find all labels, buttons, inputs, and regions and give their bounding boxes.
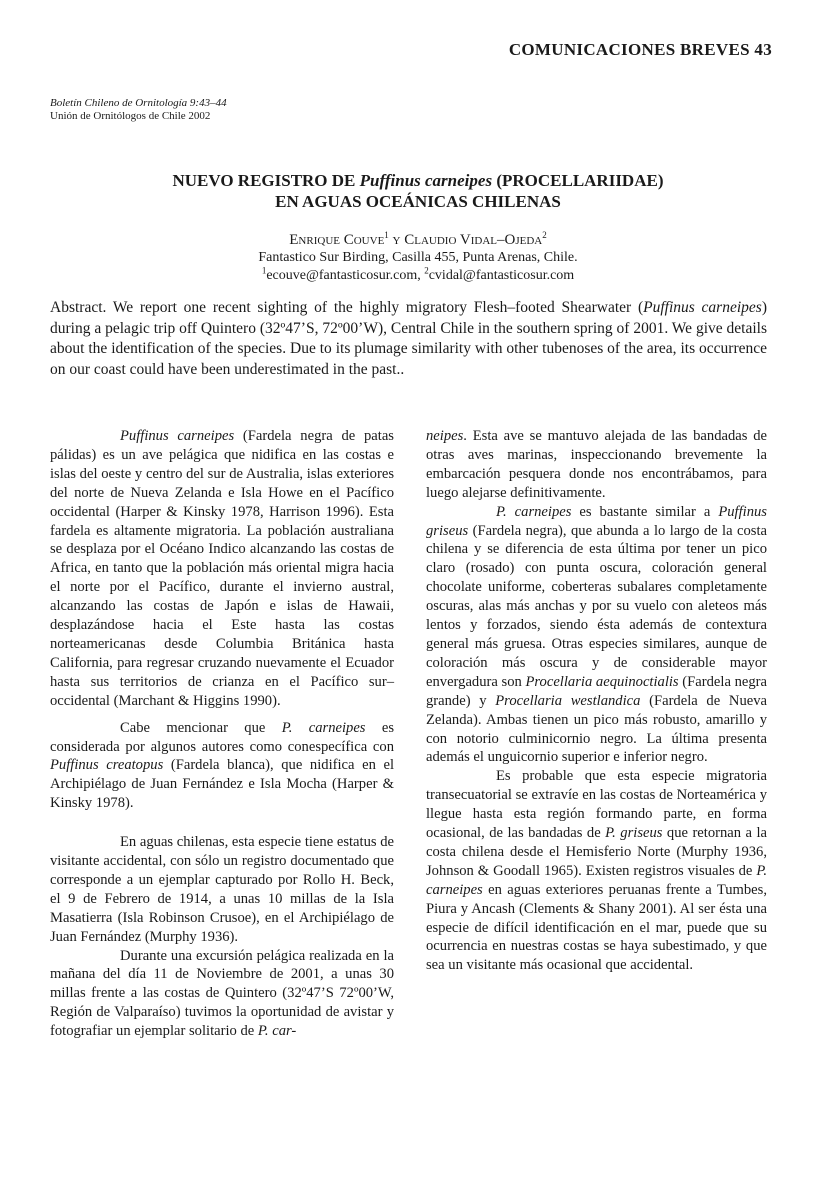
author-2: Claudio Vidal–Ojeda bbox=[404, 232, 543, 248]
species-name: Puffinus griseus bbox=[426, 503, 767, 539]
species-name: Puffinus carneipes bbox=[120, 428, 235, 444]
paragraph-text: Cabe mencionar que bbox=[120, 719, 282, 736]
email-1-mark: 1 bbox=[261, 265, 267, 276]
abstract-text-1: Abstract. We report one recent sighting of the highly migratory Flesh–footed Shearwater ( bbox=[50, 299, 644, 316]
email-2-mark: 2 bbox=[424, 265, 429, 276]
article-title bbox=[0, 170, 836, 212]
abstract-species: Puffinus carneipes bbox=[643, 299, 762, 316]
paragraph-text: que retornan a la costa chilena desde el Hemisferio Norte (Murphy 1936, Johnson & Goodall 1965). Existen registros visuales de bbox=[426, 825, 768, 879]
author-names bbox=[0, 231, 836, 249]
journal-citation: Boletín Chileno de Ornitología 9:43–44 bbox=[50, 97, 227, 109]
paragraph bbox=[50, 427, 394, 711]
paragraph bbox=[426, 503, 767, 768]
species-name: Procellaria westlandica bbox=[495, 692, 641, 709]
journal-info bbox=[50, 97, 227, 123]
author-block bbox=[0, 231, 836, 285]
paragraph-text: es considerada por algunos autores como conespecífica con bbox=[50, 719, 394, 755]
paragraph-text: (Fardela negra grande) y bbox=[426, 673, 768, 709]
species-name: P. griseus bbox=[605, 825, 663, 842]
species-name: Puffinus creatopus bbox=[50, 757, 164, 774]
affiliation: Fantastico Sur Birding, Casilla 455, Punta Arenas, Chile. bbox=[258, 250, 578, 265]
author-1: Enrique Couve bbox=[289, 232, 385, 248]
body-column-left bbox=[50, 427, 394, 1041]
paragraph-text: . Esta ave se mantuvo alejada de las bandadas de otras aves marinas, inspeccionando brevemente la embarcación pesquera donde nos encontrábamos, para luego alejarse definitivamente. bbox=[426, 428, 767, 501]
paragraph-text: (Fardela negra), que abunda a lo largo de la costa chilena y se diferencia de esta última por tener un pico claro (rosado) con punta oscura, coloración general chocolate uniforme, coberteras subalares completamente oscuras, alas más anchas y por su vuelo con aleteos más lentos y forzados, siendo ésta además de contextura general más gruesa. Otras especies similares, aunque de coloración más oscura y de considerable mayor envergadura son bbox=[426, 522, 767, 690]
paragraph-text: en aguas exteriores peruanas frente a Tumbes, Piura y Ancash (Clements & Shany 2001). Al ser ésta una especie de difícil identificación en el mar, puede que su ocurrencia en nuestras costas se haya subestimado, y que sea un visitante más ocasional que accidental. bbox=[426, 881, 767, 974]
paragraph bbox=[50, 947, 394, 1042]
paragraph bbox=[426, 427, 767, 503]
species-name: P. car- bbox=[257, 1023, 297, 1040]
title-line-1 bbox=[0, 170, 836, 191]
title-text: NUEVO REGISTRO DE bbox=[172, 171, 360, 190]
paragraph-text: En aguas chilenas, esta especie tiene estatus de visitante accidental, con sólo un registro documentado que corresponde a un ejemplar capturado por Rollo H. Beck, el 9 de Febrero de 1914, a unas 10 millas de la Isla Masatierra (Isla Robinson Crusoe), en el Archipiélago de Juan Fernández (Murphy 1936). bbox=[50, 834, 394, 945]
species-name: P. carneipes bbox=[496, 503, 572, 520]
paragraph-text: (Fardela de Nueva Zelanda). Ambas tienen un pico más robusto, amarillo y con notorio culminicornio negro. La última presenta además el unguicornio superior e inferior negro. bbox=[426, 692, 767, 766]
paragraph bbox=[426, 767, 767, 975]
title-line-2: EN AGUAS OCEÁNICAS CHILENAS bbox=[275, 192, 561, 211]
paragraph-text: (Fardela negra de patas pálidas) es un ave pelágica que nidifica en las costas e islas del oeste y centro del sur de Australia, islas exteriores del norte de Nueva Zelanda e Isla Howe en el Pacífico occidental (Harper & Kinsky 1978, Harrison 1996). Esta fardela es altamente migratoria. La población australiana se desplaza por el Océano Indico alcanzando las costas de Africa, en tanto que la población más oriental migra hacia el norte por el Pacífico, durante el invierno austral, alcanzando las costas de Japón e islas de Hawaii, desplazándose hacia el Este hasta las costas norteamericanas desde Columbia Británica hasta California, para regresar cruzando nuevamente el Ecuador hasta sus territorios de crianza en el Pacífico sur–occidental (Marchant & Higgins 1990). bbox=[50, 428, 394, 709]
abstract-text-2: ) during a pelagic trip off Quintero (32º47’S, 72º00’W), Central Chile in the southern spring of 2001. We give details about the identification of the species. Due to its plumage similarity with other tubenoses of the area, its occurrence on our coast could have been underestimated in the past.. bbox=[50, 299, 767, 378]
author-emails bbox=[0, 267, 836, 285]
author-2-mark: 2 bbox=[542, 230, 547, 240]
title-family: (PROCELLARIIDAE) bbox=[492, 171, 664, 190]
title-species: Puffinus carneipes bbox=[359, 171, 493, 190]
author-conjunction: y bbox=[388, 232, 405, 248]
paragraph-text: Es probable que esta especie migratoria transecuatorial se extravíe en las costas de Norteamérica y llegue hasta esta región formando parte, en forma ocasional, de las bandadas de bbox=[426, 768, 767, 842]
journal-publisher: Unión de Ornitólogos de Chile 2002 bbox=[50, 110, 211, 122]
species-name: Procellaria aequinoctialis bbox=[525, 673, 679, 690]
paragraph-text: Durante una excursión pelágica realizada en la mañana del día 11 de Noviembre de 2001, a unas 30 millas frente a las costas de Quintero (32º47’S 72º00’W, Región de Valparaíso) tuvimos la oportunidad de avistar y fotografiar un ejemplar solitario de bbox=[50, 947, 394, 1040]
species-name: P. carneipes bbox=[281, 719, 366, 736]
species-name: P. carneipes bbox=[426, 862, 767, 898]
running-head: COMUNICACIONES BREVES 43 bbox=[508, 40, 772, 59]
email-2: cvidal@fantasticosur.com bbox=[428, 268, 575, 283]
paragraph-text: (Fardela blanca), que nidifica en el Archipiélago de Juan Fernández e Isla Mocha (Harper & Kinsky 1978). bbox=[50, 757, 394, 812]
author-1-mark: 1 bbox=[384, 230, 389, 240]
paragraph-text: es bastante similar a bbox=[571, 503, 719, 520]
body-column-right bbox=[426, 427, 767, 975]
abstract bbox=[50, 298, 767, 380]
paragraph bbox=[50, 833, 394, 946]
species-name: neipes bbox=[426, 428, 464, 444]
email-1: ecouve@fantasticosur.com, bbox=[266, 268, 425, 283]
paragraph bbox=[50, 719, 394, 814]
